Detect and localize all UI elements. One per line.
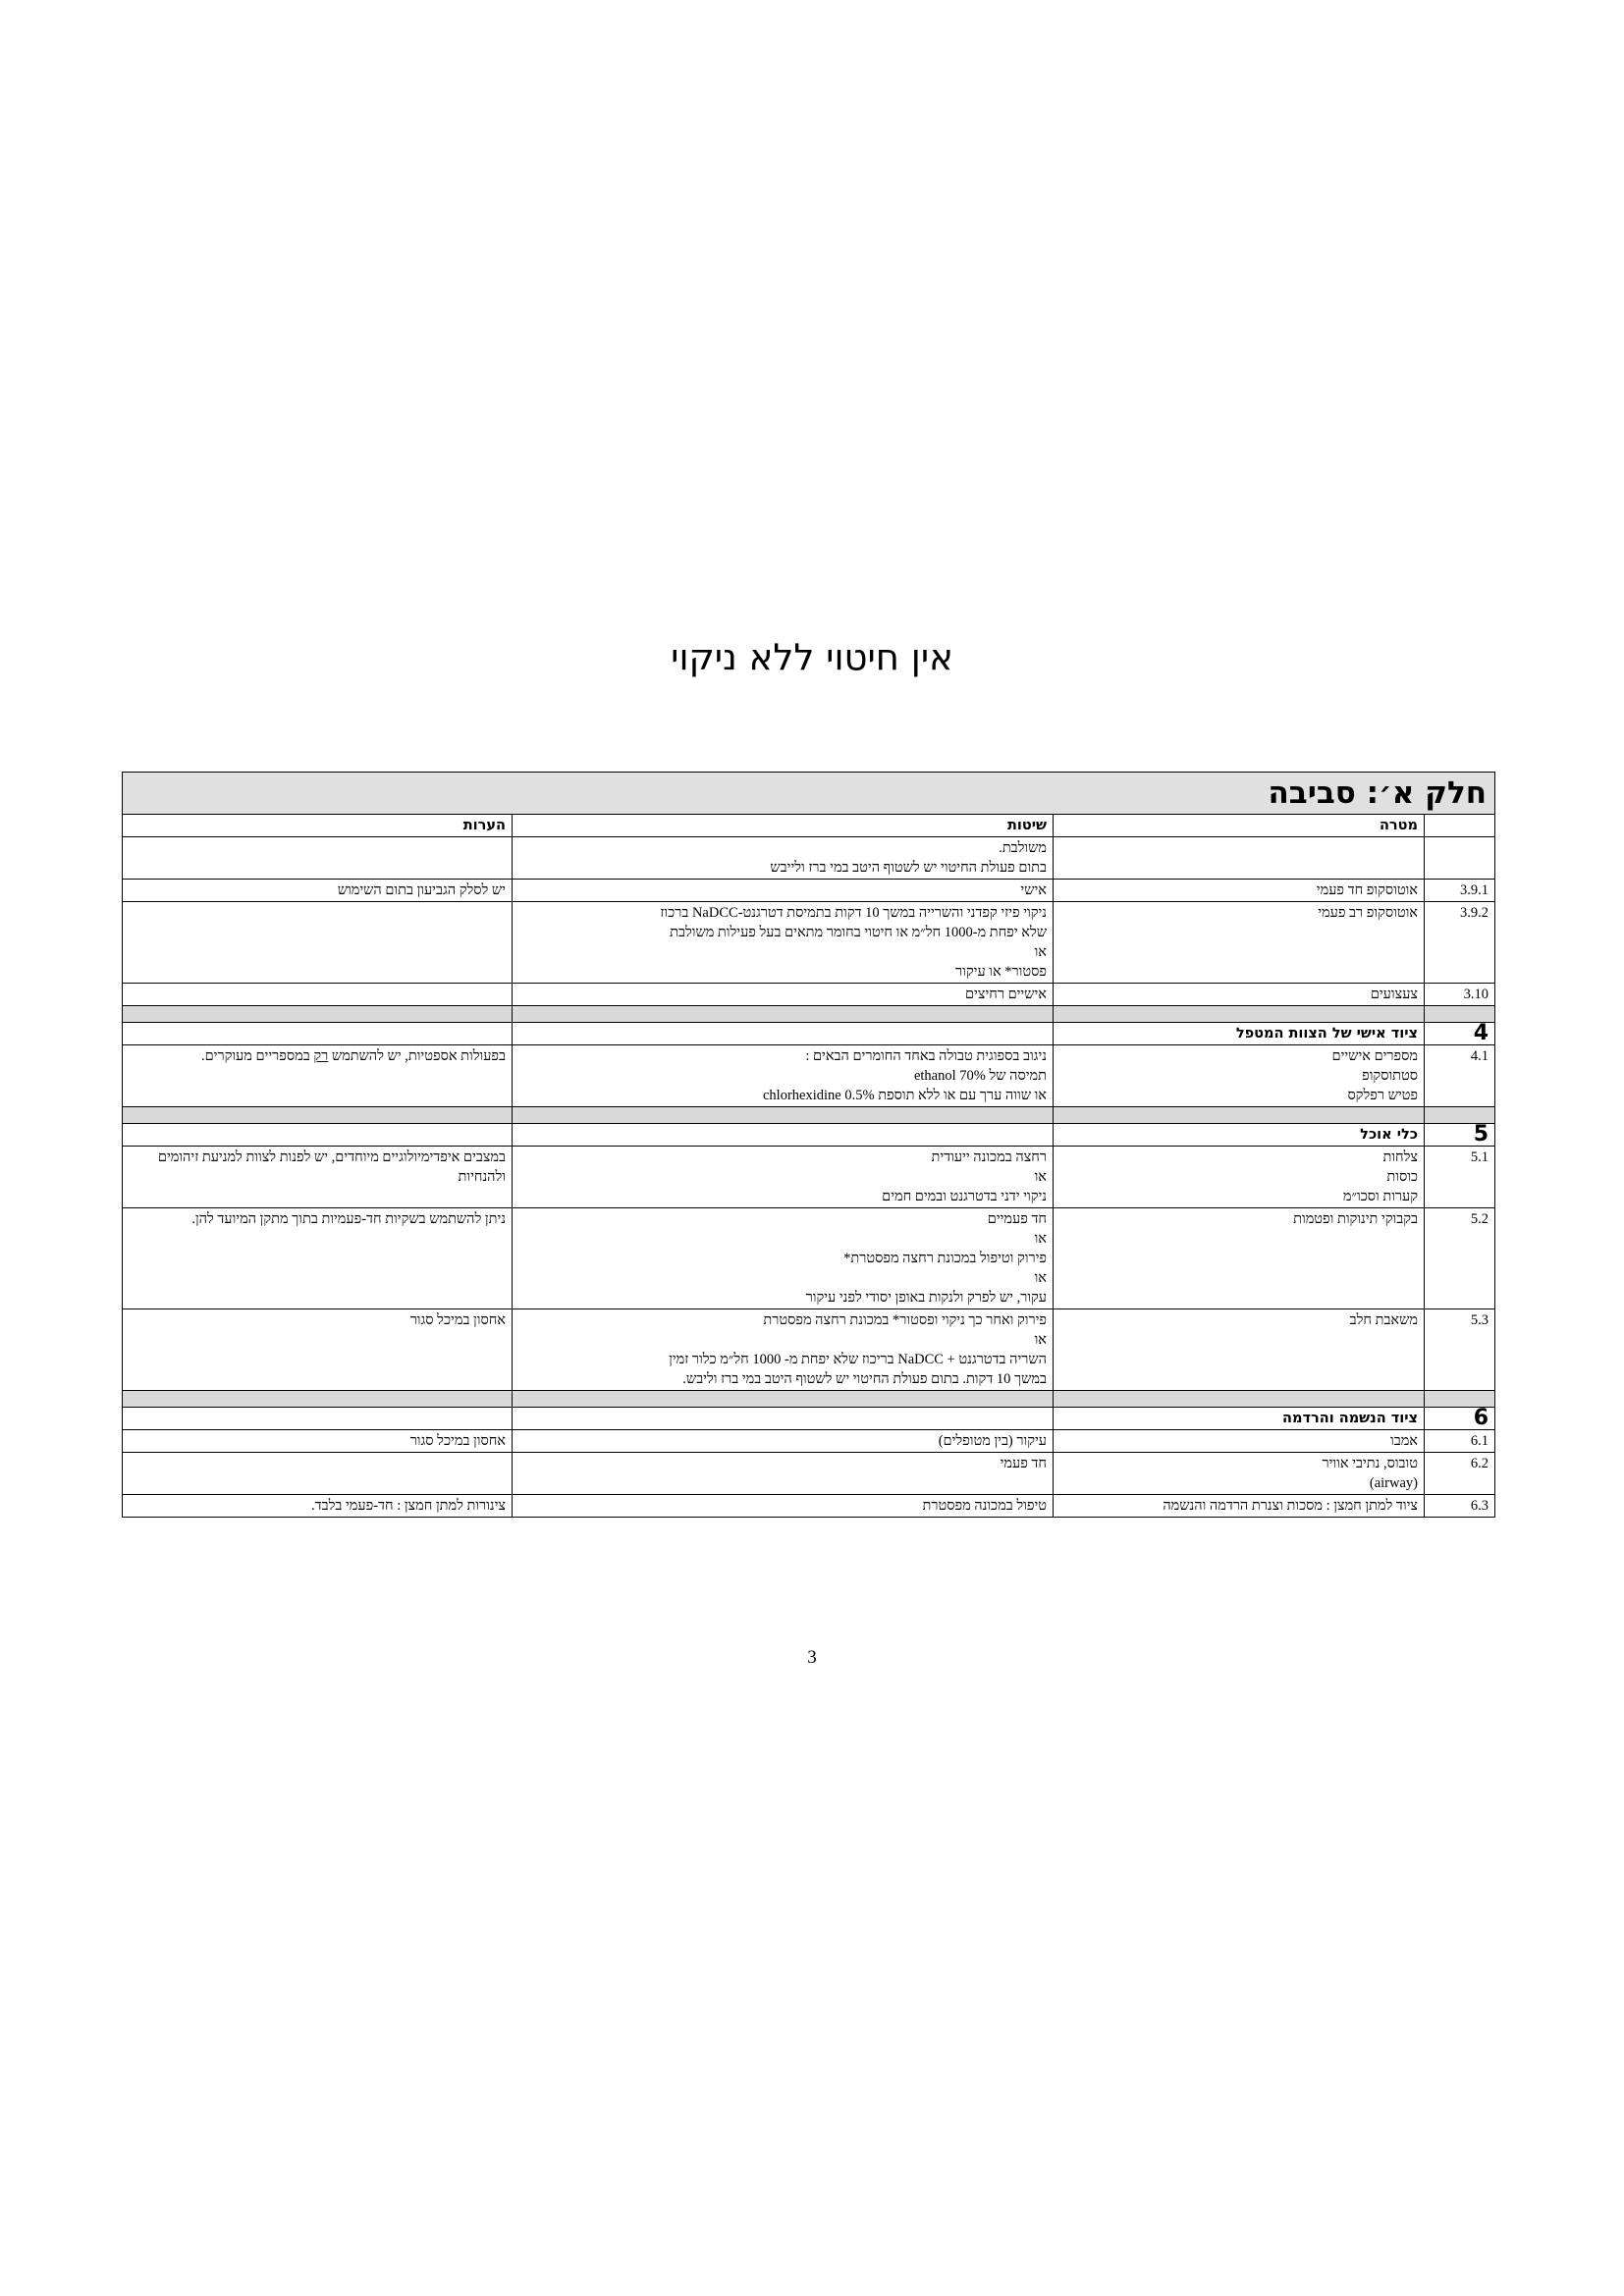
cell-line: צלחות [1382, 1149, 1418, 1165]
spacer-cell [1054, 1006, 1425, 1023]
row-number: 3.9.1 [1425, 880, 1495, 902]
row-notes [123, 1453, 513, 1495]
part-banner-row [123, 773, 1495, 815]
row-methods [513, 1430, 1054, 1453]
spacer-row [123, 1006, 1495, 1023]
row-number: 3.9.2 [1425, 902, 1495, 984]
table-row [123, 1430, 1495, 1453]
row-notes [123, 902, 513, 984]
table-row [123, 984, 1495, 1006]
page-title: אין חיטוי ללא ניקוי [671, 636, 953, 678]
section-number: 4 [1425, 1023, 1495, 1045]
row-methods [513, 1045, 1054, 1107]
cell-line: טובוס, נתיבי אוויר [1322, 1456, 1418, 1471]
row-number: 4.1 [1425, 1045, 1495, 1107]
table-row [123, 1045, 1495, 1107]
spacer-cell [513, 1006, 1054, 1023]
row-notes [123, 984, 513, 1006]
cell-line: רחצה במכונה ייעודית [931, 1149, 1047, 1165]
section-empty [123, 1408, 513, 1430]
cell-line: או [1034, 1270, 1047, 1286]
cell-line: טיפול במכונה מפסטרת [922, 1498, 1047, 1514]
row-target [1054, 1430, 1425, 1453]
cell-line: ניקוי פיזי קפדני והשרייה במשך 10 דקות בתמיסת דטרגנט-NaDCC ברכוז [660, 905, 1047, 921]
spacer-cell [1054, 1391, 1425, 1408]
cell-line: מספרים אישיים [1331, 1048, 1418, 1064]
cell-line: פירוק וטיפול במכונת רחצה מפסטרת* [843, 1251, 1047, 1266]
page-number: 3 [807, 1647, 817, 1668]
row-methods [513, 837, 1054, 880]
table-row [123, 1309, 1495, 1391]
cell-line: פטיש רפלקס [1347, 1088, 1418, 1103]
header-notes: הערות [123, 815, 513, 837]
cell-line: עיקור (בין מטופלים) [938, 1433, 1047, 1449]
cell-line: אחסון במיכל סגור [409, 1433, 506, 1449]
cell-line: ציוד למתן חמצן : מסכות וצנרת הרדמה והנשמה [1163, 1498, 1418, 1514]
row-number: 6.3 [1425, 1495, 1495, 1518]
section-empty [123, 1124, 513, 1147]
row-methods [513, 1147, 1054, 1208]
table-row [123, 837, 1495, 880]
cell-line: אחסון במיכל סגור [409, 1312, 506, 1328]
row-target [1054, 1147, 1425, 1208]
section-title: ציוד אישי של הצוות המטפל [1054, 1023, 1425, 1045]
cell-line: או שווה ערך עם או ללא תוספת chlorhexidine 0.5% [763, 1088, 1047, 1103]
row-number: 6.1 [1425, 1430, 1495, 1453]
spacer-row [123, 1391, 1495, 1408]
row-number: 5.2 [1425, 1208, 1495, 1309]
row-notes [123, 1495, 513, 1518]
cell-line: אמבו [1390, 1433, 1418, 1449]
row-target [1054, 1045, 1425, 1107]
cell-line: כוסות [1386, 1169, 1418, 1185]
row-notes [123, 1309, 513, 1391]
cell-line: קערות וסכו״מ [1342, 1189, 1418, 1204]
section-empty [513, 1408, 1054, 1430]
spacer-cell [1425, 1006, 1495, 1023]
cell-line: שלא יפחת מ-1000 חל״מ או חיטוי בחומר מתאים בעל פעילות משולבת [670, 925, 1047, 940]
row-notes [123, 1147, 513, 1208]
guidelines-table [122, 772, 1495, 1518]
cell-line: במצבים איפדימיולוגיים מיוחדים, יש לפנות לצוות למניעת זיהומים ולהנחיות [157, 1149, 506, 1185]
section-title: ציוד הנשמה והרדמה [1054, 1408, 1425, 1430]
table-row [123, 1147, 1495, 1208]
row-number: 5.3 [1425, 1309, 1495, 1391]
row-notes [123, 880, 513, 902]
row-methods [513, 880, 1054, 902]
table-row [123, 1208, 1495, 1309]
spacer-cell [123, 1391, 513, 1408]
row-notes [123, 837, 513, 880]
cell-line: (airway) [1369, 1475, 1418, 1491]
cell-line: אישי [1020, 882, 1047, 898]
part-banner: חלק א׳: סביבה [123, 773, 1495, 815]
spacer-cell [1425, 1107, 1495, 1124]
cell-line: עקור, יש לפרק ולנקות באופן יסודי לפני עיקור [805, 1290, 1047, 1306]
cell-line: פירוק ואחר כך ניקוי ופסטור* במכונת רחצה מפסטרת [763, 1312, 1047, 1328]
row-methods [513, 1495, 1054, 1518]
row-target [1054, 1453, 1425, 1495]
spacer-cell [123, 1107, 513, 1124]
table-row [123, 1495, 1495, 1518]
cell-line: או [1034, 1332, 1047, 1348]
row-methods [513, 1208, 1054, 1309]
emphasis: רק [313, 1048, 329, 1064]
section-row [123, 1124, 1495, 1147]
cell-line: ניגוב בספוגית טבולה באחד החומרים הבאים : [805, 1048, 1047, 1064]
section-empty [513, 1023, 1054, 1045]
cell-line: אישיים רחיצים [965, 987, 1047, 1002]
section-number: 5 [1425, 1124, 1495, 1147]
cell-line: אוטוסקופ חד פעמי [1316, 882, 1418, 898]
row-notes: בפעולות אספטיות, יש להשתמש רק במספריים מעוקרים. [123, 1045, 513, 1107]
row-target [1054, 902, 1425, 984]
row-methods [513, 1453, 1054, 1495]
row-number [1425, 837, 1495, 880]
cell-line: יש לסלק הגביעון בתום השימוש [337, 882, 506, 898]
cell-line: אוטוסקופ רב פעמי [1318, 905, 1418, 921]
cell-line: במשך 10 דקות. בתום פעולת החיטוי יש לשטוף היטב במי ברז וליבש. [682, 1371, 1047, 1387]
cell-line: צינורות למתן חמצן : חד-פעמי בלבד. [311, 1498, 506, 1514]
row-target [1054, 1208, 1425, 1309]
spacer-cell [1054, 1107, 1425, 1124]
row-target [1054, 1309, 1425, 1391]
cell-line: או [1034, 944, 1047, 960]
cell-line: משולבת. [999, 840, 1047, 856]
row-number: 3.10 [1425, 984, 1495, 1006]
section-row [123, 1023, 1495, 1045]
section-empty [513, 1124, 1054, 1147]
header-num [1425, 815, 1495, 837]
cell-line: תמיסה של ethanol 70% [913, 1068, 1047, 1084]
cell-line: השריה בדטרגנט + NaDCC בריכוז שלא יפחת מ- 1000 חל״מ כלור זמין [669, 1352, 1047, 1367]
cell-line: בתום פעולת החיטוי יש לשטוף היטב במי ברז ולייבש [770, 860, 1047, 876]
row-target [1054, 1495, 1425, 1518]
cell-line: חד פעמי [1000, 1456, 1047, 1471]
section-title: כלי אוכל [1054, 1124, 1425, 1147]
table-row [123, 1453, 1495, 1495]
header-row [123, 815, 1495, 837]
cell-line: או [1034, 1169, 1047, 1185]
row-number: 5.1 [1425, 1147, 1495, 1208]
section-number: 6 [1425, 1408, 1495, 1430]
row-target [1054, 837, 1425, 880]
row-target [1054, 880, 1425, 902]
row-notes [123, 1430, 513, 1453]
cell-line: צעצועים [1370, 987, 1418, 1002]
row-number: 6.2 [1425, 1453, 1495, 1495]
header-target: מטרה [1054, 815, 1425, 837]
section-row [123, 1408, 1495, 1430]
cell-line: פסטור* או עיקור [955, 964, 1047, 980]
cell-line: ניקוי ידני בדטרגנט ובמים חמים [882, 1189, 1047, 1204]
cell-line: בקבוקי תינוקות ופטמות [1293, 1211, 1418, 1227]
cell-line: ניתן להשתמש בשקיות חד-פעמיות בתוך מתקן המיועד להן. [191, 1211, 506, 1227]
cell-line: חד פעמיים [987, 1211, 1047, 1227]
spacer-cell [1425, 1391, 1495, 1408]
cell-line: משאבת חלב [1349, 1312, 1418, 1328]
spacer-row [123, 1107, 1495, 1124]
cell-line: או [1034, 1231, 1047, 1247]
cell-line: סטתוסקופ [1362, 1068, 1418, 1084]
section-empty [123, 1023, 513, 1045]
row-methods [513, 902, 1054, 984]
spacer-cell [513, 1391, 1054, 1408]
row-methods [513, 984, 1054, 1006]
row-notes [123, 1208, 513, 1309]
row-methods [513, 1309, 1054, 1391]
header-methods: שיטות [513, 815, 1054, 837]
table-row [123, 880, 1495, 902]
row-target [1054, 984, 1425, 1006]
spacer-cell [123, 1006, 513, 1023]
spacer-cell [513, 1107, 1054, 1124]
table-row [123, 902, 1495, 984]
